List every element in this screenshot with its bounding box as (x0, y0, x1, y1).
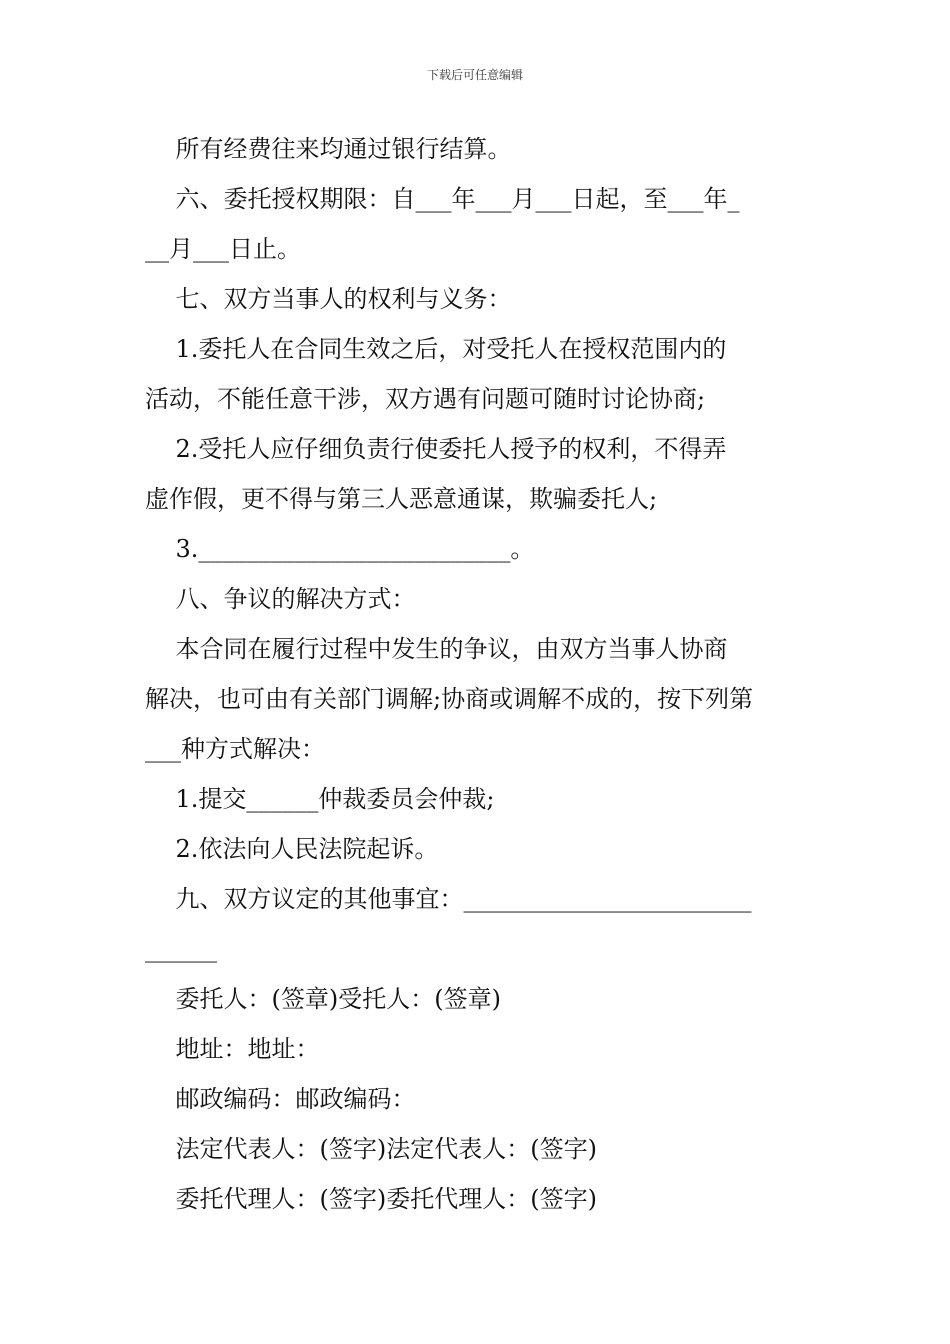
doc-line-1: 所有经费往来均通过银行结算。 (145, 135, 512, 163)
doc-line-14: 1.提交______仲裁委员会仲裁; (145, 785, 495, 813)
doc-line-12: 解决，也可由有关部门调解;协商或调解不成的，按下列第 (145, 685, 754, 713)
doc-line-4: 七、双方当事人的权利与义务： (145, 285, 512, 313)
doc-line-2: 六、委托授权期限：自___年___月___日起，至___年_ (145, 185, 740, 213)
doc-line-15: 2.依法向人民法院起诉。 (145, 835, 439, 863)
doc-line-6: 活动，不能任意干涉，双方遇有问题可随时讨论协商; (145, 385, 706, 413)
doc-line-5: 1.委托人在合同生效之后，对受托人在授权范围内的 (145, 335, 727, 363)
doc-line-17: ______ (145, 935, 217, 963)
doc-line-18: 委托人：(签章)受托人：(签章) (145, 985, 501, 1013)
doc-line-13: ___种方式解决： (145, 735, 325, 763)
doc-line-20: 邮政编码：邮政编码： (145, 1085, 416, 1113)
doc-line-22: 委托代理人：(签字)委托代理人：(签字) (145, 1185, 597, 1213)
doc-line-8: 虚作假，更不得与第三人恶意通谋，欺骗委托人; (145, 485, 658, 513)
doc-line-16: 九、双方议定的其他事宜：________________________ (145, 885, 752, 913)
doc-line-9: 3.__________________________。 (145, 535, 535, 563)
header-note: 下载后可任意编辑 (426, 68, 523, 82)
doc-line-11: 本合同在履行过程中发生的争议，由双方当事人协商 (145, 635, 728, 663)
doc-line-21: 法定代表人：(签字)法定代表人：(签字) (145, 1135, 597, 1163)
doc-line-7: 2.受托人应仔细负责行使委托人授予的权利，不得弄 (145, 435, 727, 463)
doc-line-19: 地址：地址： (145, 1035, 320, 1063)
doc-line-3: __月___日止。 (145, 235, 301, 263)
doc-line-10: 八、争议的解决方式： (145, 585, 416, 613)
